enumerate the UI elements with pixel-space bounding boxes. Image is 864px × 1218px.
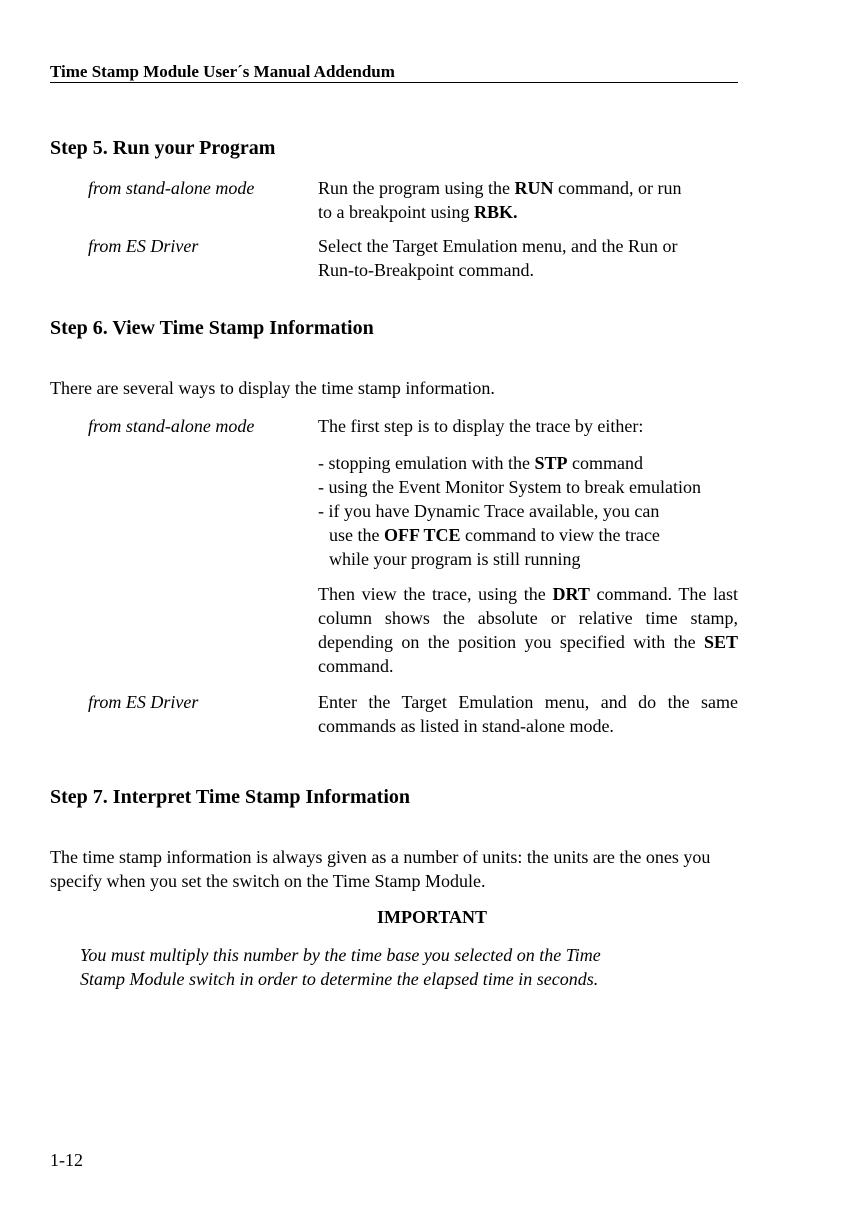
- step6-first-step: The first step is to display the trace by either:: [318, 416, 644, 436]
- bullet-dynamic-trace: - if you have Dynamic Trace available, you can: [318, 501, 660, 521]
- step5-heading: Step 5. Run your Program: [50, 137, 276, 159]
- page-number: 1-12: [50, 1150, 83, 1170]
- step6-standalone-label: from stand-alone mode: [88, 416, 255, 436]
- step7-heading: Step 7. Interpret Time Stamp Information: [50, 786, 410, 808]
- step6-then-view: Then view the trace, using the DRT command. The last column shows the absolute or relative time stamp, depending on the position you specified with the SET command.: [318, 584, 738, 676]
- important-label: IMPORTANT: [376, 907, 488, 927]
- step5-esdriver-desc: Select the Target Emulation menu, and the Run or Run-to-Breakpoint command.: [318, 236, 678, 280]
- step7-paragraph: The time stamp information is always given as a number of units: the units are the ones you specify when you set the switch on the Time Stamp Module.: [50, 847, 711, 891]
- step5-standalone-label: from stand-alone mode: [88, 178, 255, 198]
- step6-bullet-list: - stopping emulation with the STP command - using the Event Monitor System to break emulation - if you have Dynamic Trace available, you can use the OFF TCE command to view the trace while your program is still running: [318, 451, 768, 571]
- step5-standalone-desc: Run the program using the RUN command, or run to a breakpoint using RBK.: [318, 178, 682, 222]
- bullet-stp: - stopping emulation with the STP command: [318, 453, 643, 473]
- bullet-event-monitor: - using the Event Monitor System to break emulation: [318, 477, 701, 497]
- step6-esdriver-desc: Enter the Target Emulation menu, and do the same commands as listed in stand-alone mode.: [318, 692, 738, 736]
- step5-esdriver-label: from ES Driver: [88, 236, 199, 256]
- important-note: You must multiply this number by the time base you selected on the Time Stamp Module switch in order to determine the elapsed time in seconds.: [80, 945, 601, 989]
- running-header: Time Stamp Module User´s Manual Addendum: [50, 62, 738, 83]
- step6-esdriver-label: from ES Driver: [88, 692, 199, 712]
- step6-intro: There are several ways to display the time stamp information.: [50, 378, 495, 398]
- step6-heading: Step 6. View Time Stamp Information: [50, 317, 374, 339]
